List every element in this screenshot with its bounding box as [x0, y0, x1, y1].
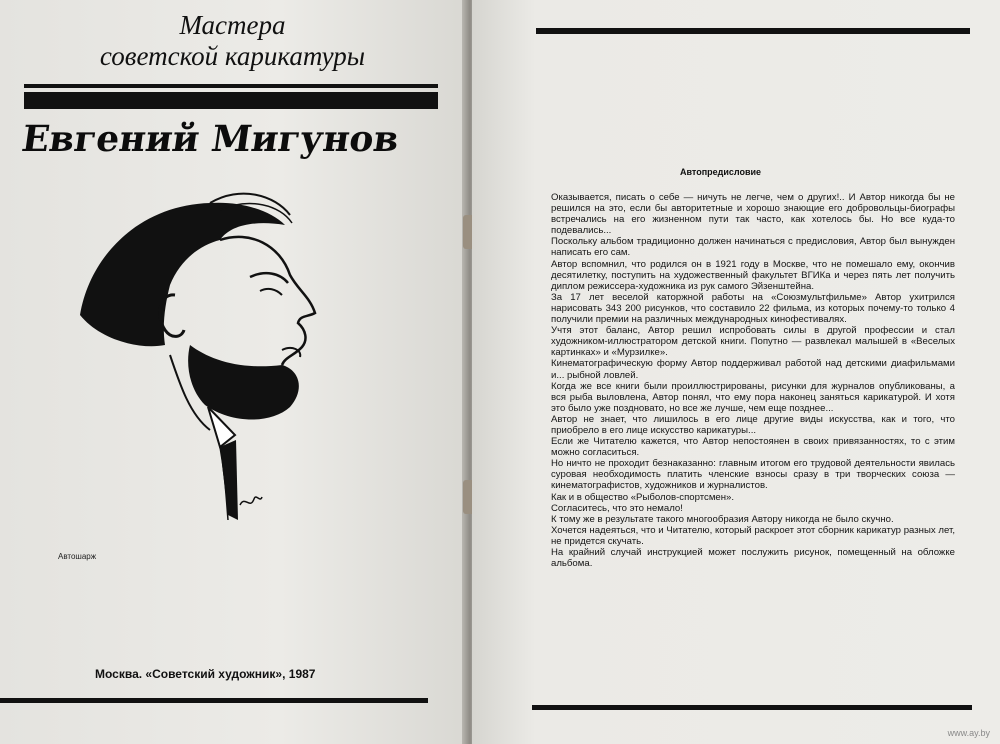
watermark: www.ay.by — [947, 728, 990, 738]
paragraph: Автор не знает, что лишилось в его лице другие виды искусства, как и того, что приобрело в его лице искусство карикатуры... — [551, 413, 955, 436]
paragraph: Согласитесь, что это немало! — [551, 502, 683, 514]
paragraph: Когда же все книги были проиллюстрированы, рисунки для журналов опубликованы, а вся рыба выловлена, Автор понял, что ему пора наконец заняться карикатурой. И хотя это было уже поздновато, но все же лучше, чем еще позднее... — [551, 380, 955, 414]
left-page — [0, 0, 468, 744]
self-caricature-drawing — [70, 185, 330, 535]
paragraph: Автор вспомнил, что родился он в 1921 году в Москве, что не помешало ему, окончив десятилетку, поступить на художественный факультет ВГИКа и через пять лет получить диплом режиссера-художника из рук самого Эйзенштейна. — [551, 258, 955, 292]
paragraph: Хочется надеяться, что и Читателю, который раскроет этот сборник карикатур разных лет, не придется скучать. — [551, 524, 955, 547]
paragraph: К тому же в результате такого многообразия Автору никогда не было скучно. — [551, 513, 894, 525]
foreword-title: Автопредисловие — [680, 167, 762, 177]
paragraph: Но ничто не проходит безнаказанно: главным итогом его трудовой деятельности явилась суровая необходимость платить членские взносы сразу в три творческих союза — кинематографистов, художников и журналистов. — [551, 458, 955, 492]
rule-bottom-left — [0, 698, 428, 703]
paragraph: На крайний случай инструкцией может послужить рисунок, помещенный на обложке альбома. — [551, 547, 955, 570]
rule-top-right — [536, 28, 970, 34]
publisher-imprint: Москва. «Советский художник», 1987 — [95, 667, 316, 681]
series-line-1: Мастера — [179, 10, 286, 40]
paragraph: За 17 лет веселой каторжной работы на «Союзмультфильме» Автор ухитрился нарисовать 343 200 рисунков, что составило 22 фильма, из которых почему-то только 4 получили премии на различных международных кинофестивалях. — [551, 291, 955, 326]
foreword-body — [551, 192, 955, 569]
series-line-2: советской карикатуры — [99, 41, 366, 71]
rule-top-thin — [24, 84, 438, 88]
paragraph: Как и в общество «Рыболов-спортсмен». — [551, 491, 735, 503]
paragraph: Поскольку альбом традиционно должен начинаться с предисловия, Автор был вынужден написать его сам. — [551, 236, 955, 259]
paragraph: Учтя этот баланс, Автор решил испробовать силы в другой профессии и стал художником-иллюстратором детской книги. Попутно — развлекал малышей в «Веселых картинках» и «Мурзилке». — [551, 325, 955, 359]
series-title — [30, 10, 435, 72]
portrait-caption: Автошарж — [58, 552, 97, 561]
rule-top-thick — [24, 92, 438, 109]
author-name: Евгений Мигунов — [19, 118, 402, 160]
rule-bottom-right — [532, 705, 972, 710]
paragraph: Кинематографическую форму Автор поддерживал работой над детскими диафильмами и... рыбной ловлей. — [551, 358, 955, 381]
paragraph: Оказывается, писать о себе — ничуть не легче, чем о других!.. И Автор никогда бы не решился на это, если бы авторитетные и хорошо знающие его добровольцы-биографы встречались на его жизненном пути так часто, как хотелось бы. Но все куда-то подевались... — [551, 192, 955, 237]
paragraph: Если же Читателю кажется, что Автор непостоянен в своих привязанностях, то с этим можно согласиться. — [551, 436, 955, 459]
